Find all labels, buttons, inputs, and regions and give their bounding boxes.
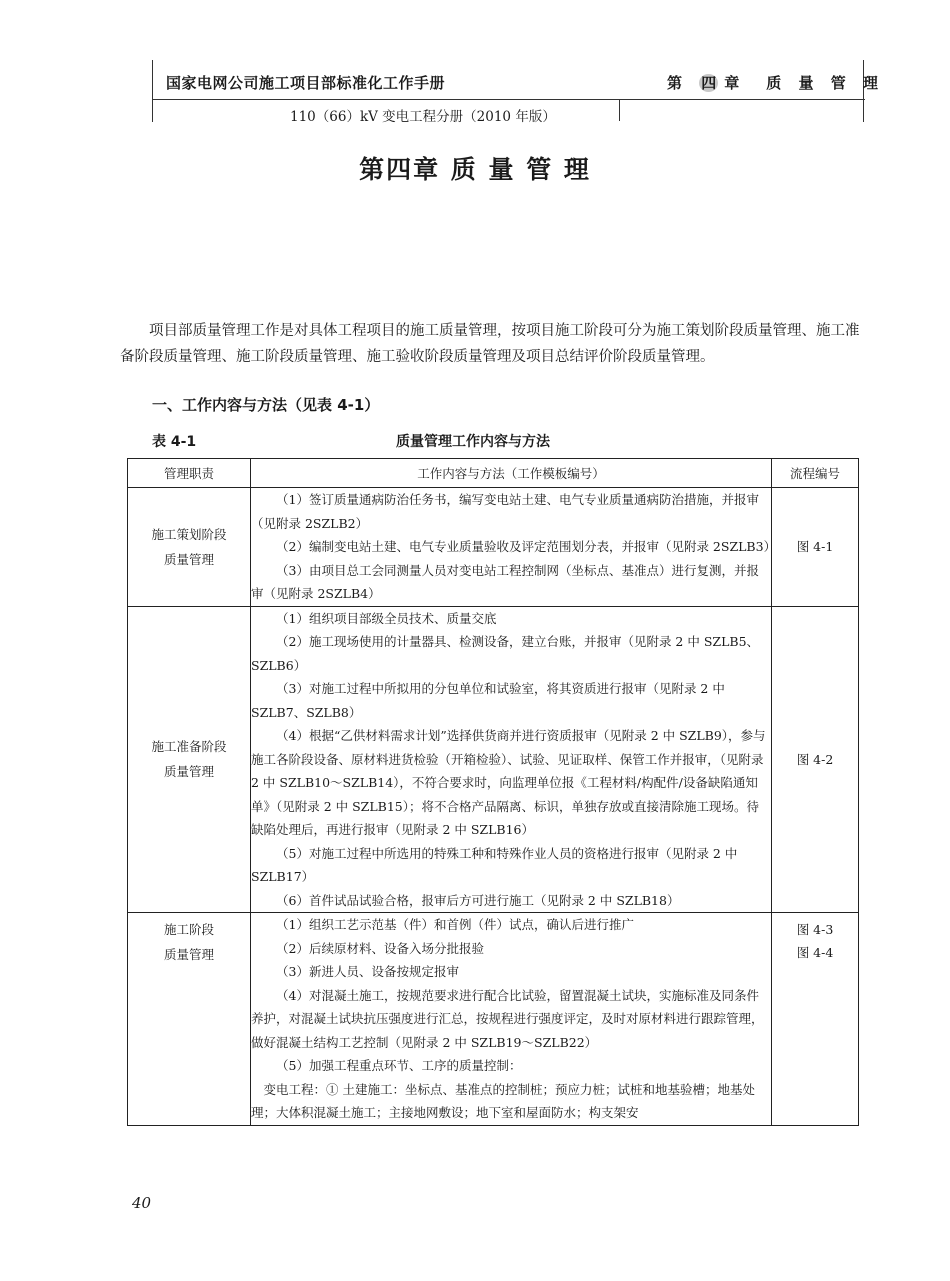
header-divider [619,99,620,121]
role-cell [128,488,251,607]
content-cell [251,913,772,1126]
flow-cell [772,488,859,607]
role-line: 施工阶段 [163,922,214,937]
content-item: （1）组织工艺示范基（件）和首例（件）试点，确认后进行推广 [276,917,634,932]
role-line: 质量管理 [163,947,214,962]
content-item: （2）施工现场使用的计量器具、检测设备，建立台账，并报审（见附录 2 中 SZLB5、SZLB6） [251,634,760,673]
table-label: 表 4-1 [152,434,197,450]
chapter-title: 第四章 质 量 管 理 [359,155,591,184]
header-chapter-prefix: 第 [667,74,689,92]
table-row [128,606,859,913]
content-item: （2）后续原材料、设备入场分批报验 [276,940,484,956]
header-chapter-number: 四 [701,74,717,92]
section-heading: 一、工作内容与方法（见表 4-1） [152,396,380,414]
flow-number: 图 4-4 [796,945,834,960]
role-cell [128,913,251,1126]
role-line: 施工策划阶段 [151,526,227,542]
content-item: （3）新进人员、设备按规定报审 [276,964,459,979]
role-line: 施工准备阶段 [151,739,227,755]
content-item: （1）签订质量通病防治任务书，编写变电站土建、电气专业质量通病防治措施，并报审（见附录 2SZLB2） [251,492,759,531]
content-item: （4）根据“乙供材料需求计划”选择供货商并进行资质报审（见附录 2 中 SZLB9），参与施工各阶段设备、原材料进货检验（开箱检验）、试验、见证取样、保管工作并报审，（见附录 2 中 SZLB10～SZLB14），不符合要求时，向监理单位报《工程材料/构配件/设备缺陷通知单》（见附录 2 中 SZLB15）；将不合格产品隔离、标识，单独存放或直接清除施工现场。待缺陷处理后，再进行报审（见附录 2 中 SZLB16） [251,728,766,837]
header-left-rule [152,60,153,122]
content-item: （4）对混凝土施工，按规范要求进行配合比试验，留置混凝土试块，实施标准及同条件养护，对混凝土试块抗压强度进行汇总，按规程进行强度评定，及时对原材料进行跟踪管理，做好混凝土结构工艺控制（见附录 2 中 SZLB19～SZLB22） [251,987,764,1050]
page-number: 40 [132,1194,152,1212]
flow-number: 图 4-1 [796,539,834,555]
table-row [128,488,859,607]
role-line: 质量管理 [163,551,214,567]
content-cell [251,606,772,913]
content-item: （5）加强工程重点环节、工序的质量控制： [276,1058,522,1073]
role-cell [128,606,251,913]
table-caption: 质量管理工作内容与方法 [396,434,550,450]
header-flow: 流程编号 [772,459,859,488]
content-item: （6）首件试品试验合格，报审后方可进行施工（见附录 2 中 SZLB18） [276,892,680,908]
role-line: 质量管理 [163,764,214,780]
content-item: （3）由项目总工会同测量人员对变电站工程控制网（坐标点、基准点）进行复测，并报审（见附录 2SZLB4） [251,562,759,601]
header-underline [152,99,865,100]
flow-cell [772,606,859,913]
flow-number: 图 4-3 [796,922,834,937]
table-row [128,913,859,1126]
content-item: 变电工程：① 土建施工：坐标点、基准点的控制桩；预应力桩；试桩和地基验槽；地基处理；大体积混凝土施工；主接地网敷设；地下室和屋面防水；构支架安 [251,1081,755,1120]
header-chapter [667,72,884,93]
table-header-row [128,459,859,488]
content-item: （3）对施工过程中所拟用的分包单位和试验室，将其资质进行报审（见附录 2 中 SZLB7、SZLB8） [251,681,725,720]
header-manual-title: 国家电网公司施工项目部标准化工作手册 [166,74,446,92]
content-cell [251,488,777,607]
quality-management-table [127,458,859,1126]
header-role: 管理职责 [128,459,251,488]
intro-paragraph: 项目部质量管理工作是对具体工程项目的施工质量管理，按项目施工阶段可分为施工策划阶段质量管理、施工准备阶段质量管理、施工阶段质量管理、施工验收阶段质量管理及项目总结评价阶段质量管理。 [120,323,860,365]
header-subtitle: 110（66）kV 变电工程分册（2010 年版） [290,109,556,125]
header-chapter-name: 章 质 量 管 理 [724,74,884,92]
flow-number: 图 4-2 [796,751,834,767]
content-item: （1）组织项目部级全员技术、质量交底 [276,610,497,626]
flow-cell [772,913,859,1126]
header-content: 工作内容与方法（工作模板编号） [251,459,772,488]
content-item: （2）编制变电站土建、电气专业质量验收及评定范围划分表，并报审（见附录 2SZLB3） [276,539,777,554]
content-item: （5）对施工过程中所选用的特殊工种和特殊作业人员的资格进行报审（见附录 2 中 SZLB17） [251,845,738,884]
